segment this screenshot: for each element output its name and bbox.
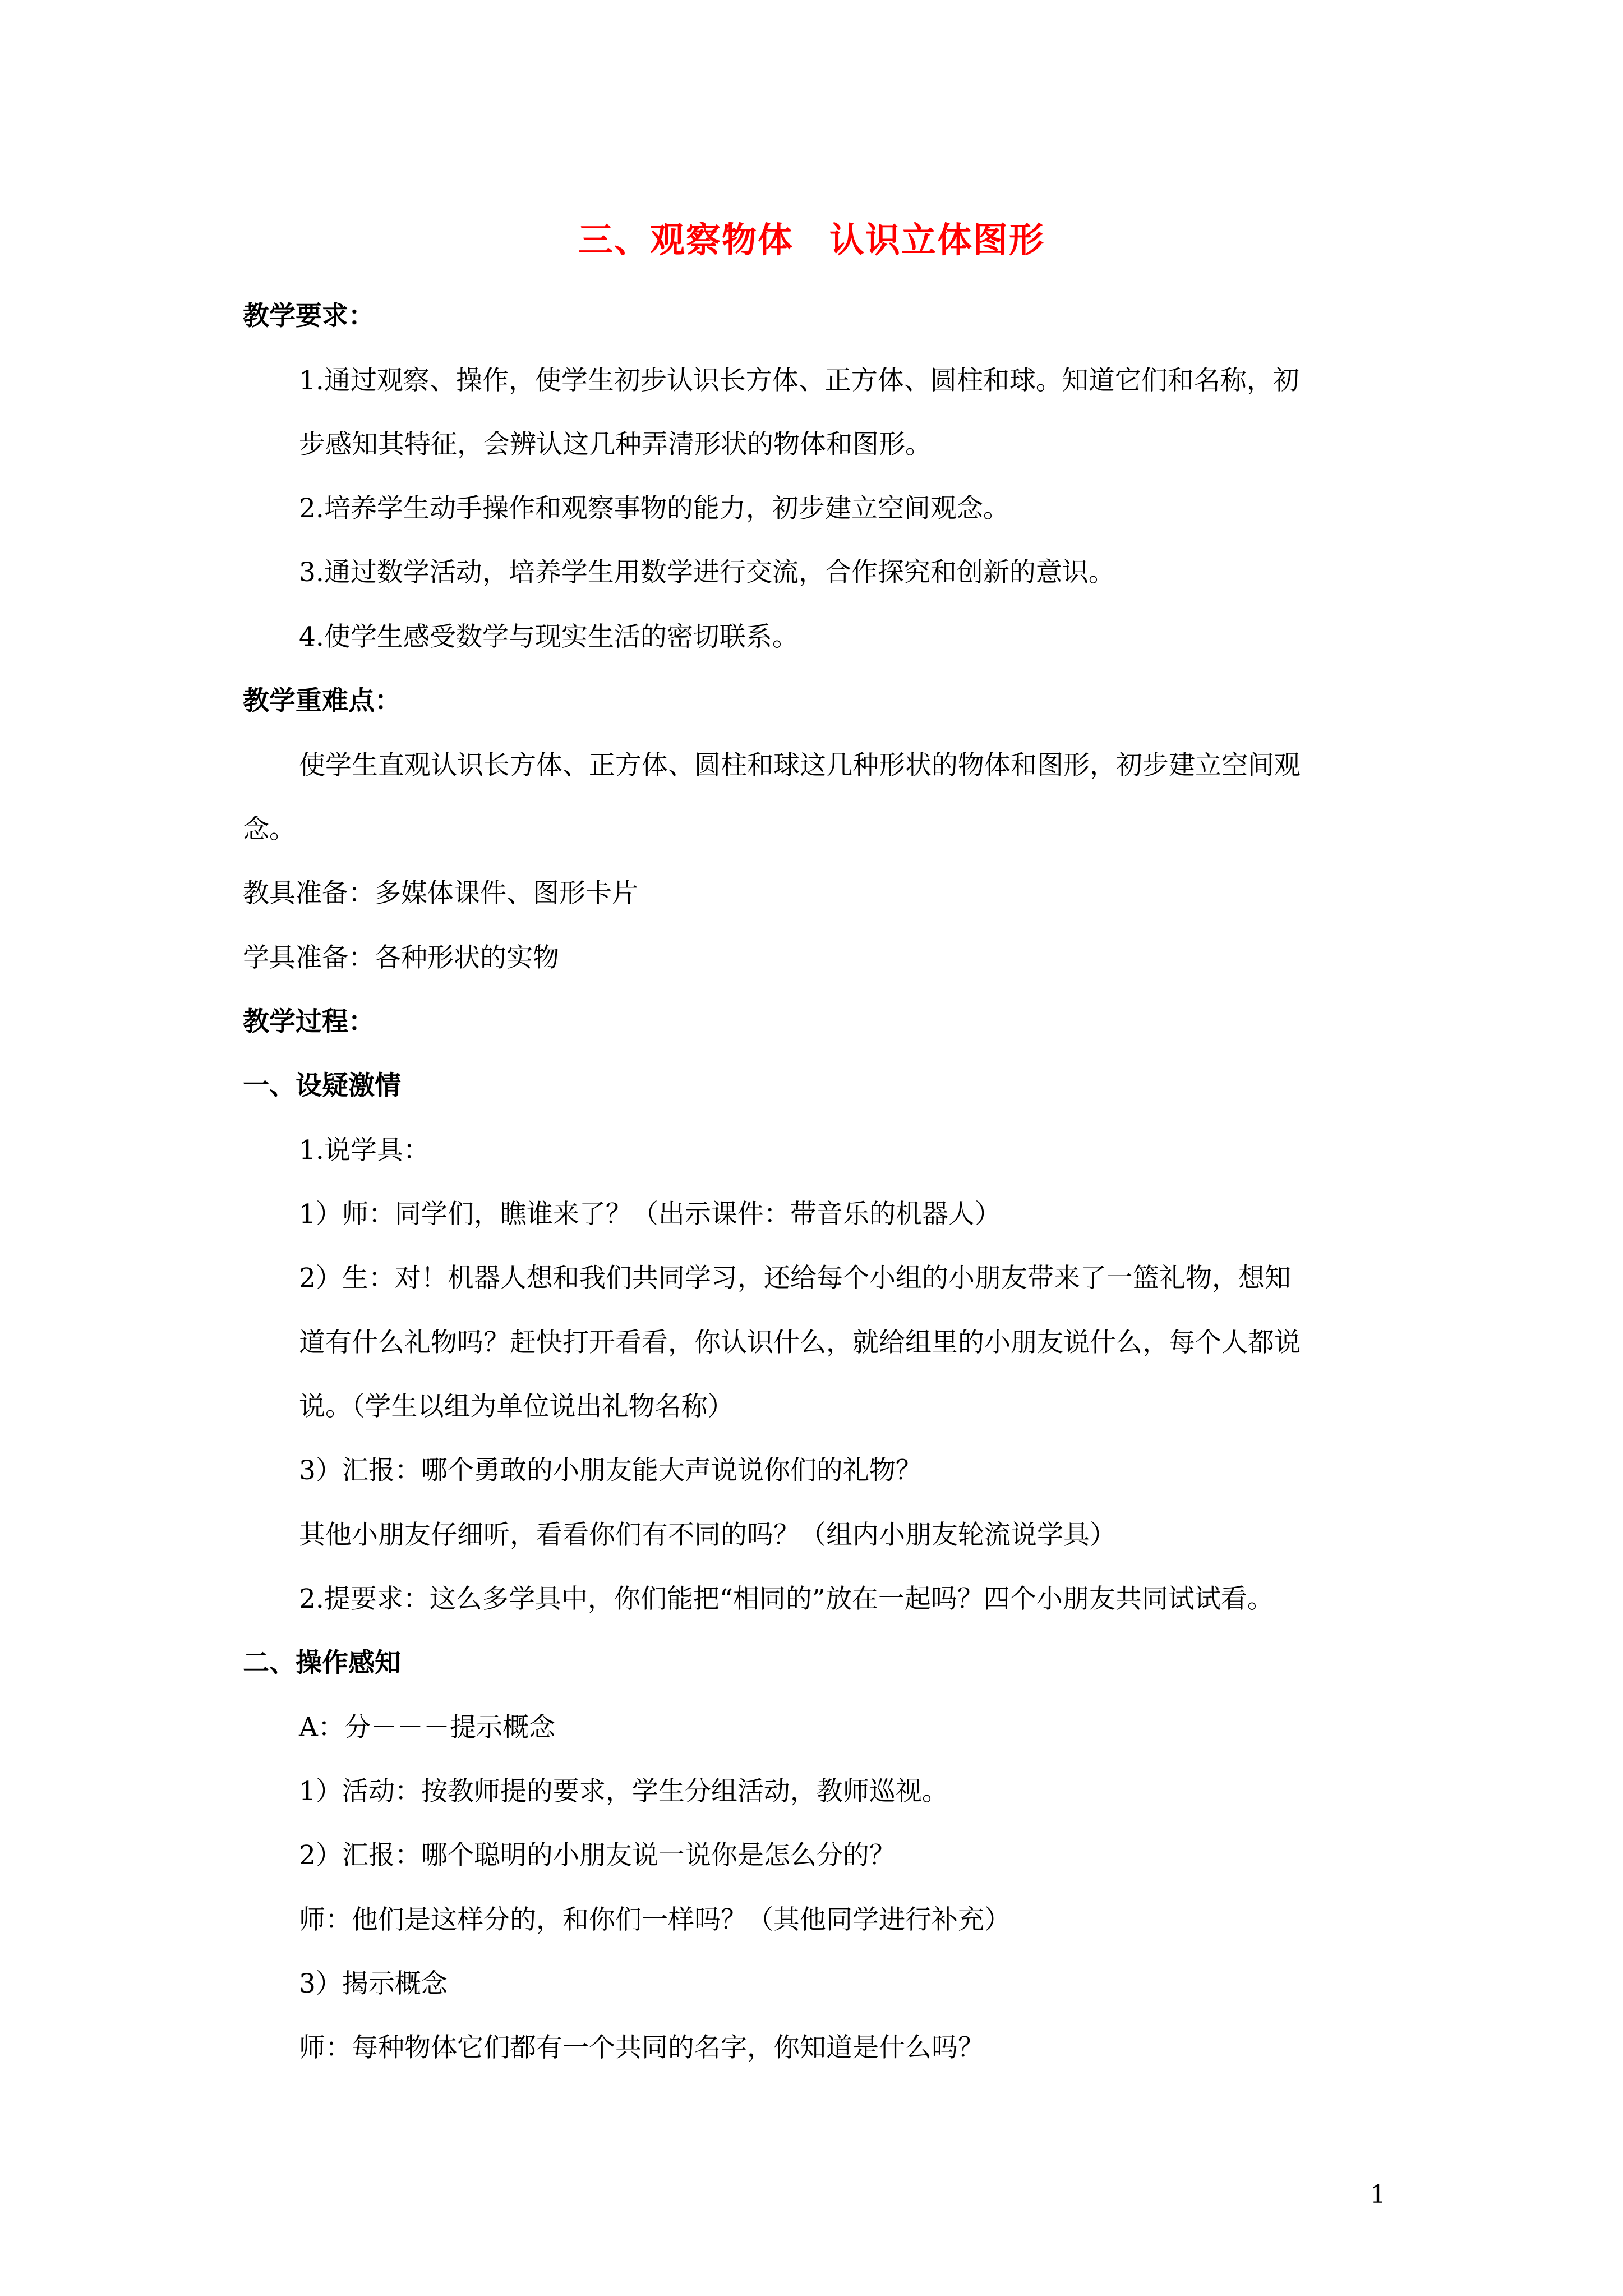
body-line: 3）汇报：哪个勇敢的小朋友能大声说说你们的礼物？ (299, 1455, 922, 1486)
body-line: 2）汇报：哪个聪明的小朋友说一说你是怎么分的？ (299, 1840, 896, 1871)
body-line: 念。 (243, 814, 296, 845)
body-line: 1）师：同学们，瞧谁来了？（出示课件：带音乐的机器人） (299, 1199, 1001, 1230)
section-heading-part-one: 一、设疑激情 (243, 1070, 401, 1101)
body-line: 说。（学生以组为单位说出礼物名称） (299, 1391, 734, 1422)
page-number: 1 (1370, 2180, 1386, 2209)
document-title: 三、观察物体 认识立体图形 (578, 219, 1045, 260)
body-line: 道有什么礼物吗？赶快打开看看，你认识什么，就给组里的小朋友说什么，每个人都说 (299, 1327, 1301, 1358)
body-line: 师：每种物体它们都有一个共同的名字，你知道是什么吗？ (299, 2032, 984, 2063)
body-line: 3.通过数学活动，培养学生用数学进行交流，合作探究和创新的意识。 (299, 557, 1115, 588)
body-line: 其他小朋友仔细听，看看你们有不同的吗？（组内小朋友轮流说学具） (299, 1520, 1116, 1550)
body-line: 使学生直观认识长方体、正方体、圆柱和球这几种形状的物体和图形，初步建立空间观 (299, 750, 1301, 781)
section-heading-part-two: 二、操作感知 (243, 1648, 401, 1678)
body-line: 师：他们是这样分的，和你们一样吗？（其他同学进行补充） (299, 1904, 1011, 1935)
body-line: 2.提要求：这么多学具中，你们能把“相同的”放在一起吗？四个小朋友共同试试看。 (299, 1584, 1274, 1614)
body-line: 教具准备：多媒体课件、图形卡片 (243, 878, 638, 909)
section-heading-teaching-process: 教学过程： (243, 1006, 375, 1037)
body-line: 3）揭示概念 (299, 1968, 448, 1999)
body-line: A：分－－－提示概念 (299, 1712, 555, 1743)
body-line: 学具准备：各种形状的实物 (243, 942, 559, 973)
body-line: 步感知其特征，会辨认这几种弄清形状的物体和图形。 (299, 429, 932, 460)
body-line: 2.培养学生动手操作和观察事物的能力，初步建立空间观念。 (299, 493, 1009, 524)
body-line: 4.使学生感受数学与现实生活的密切联系。 (299, 622, 799, 652)
section-heading-key-points: 教学重难点： (243, 685, 401, 716)
section-heading-teaching-requirements: 教学要求： (243, 301, 375, 332)
body-line: 1.通过观察、操作，使学生初步认识长方体、正方体、圆柱和球。知道它们和名称，初 (299, 365, 1299, 396)
body-line: 1.说学具： (299, 1135, 430, 1166)
body-line: 1）活动：按教师提的要求，学生分组活动，教师巡视。 (299, 1776, 948, 1807)
body-line: 2）生：对！机器人想和我们共同学习，还给每个小组的小朋友带来了一篮礼物，想知 (299, 1263, 1291, 1294)
